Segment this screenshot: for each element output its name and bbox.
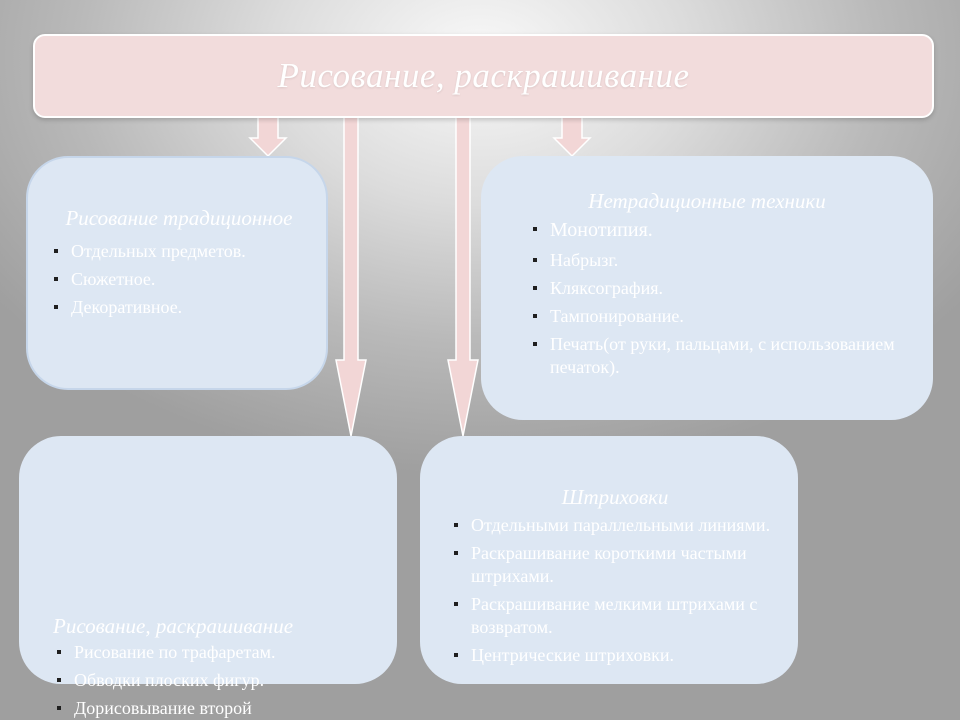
list-item: Печать(от руки, пальцами, с использованием печаток). (531, 333, 903, 379)
page-title: Рисование, раскрашивание (277, 56, 690, 95)
box-shading (420, 436, 798, 684)
arrow-to-traditional (250, 115, 286, 156)
box-heading: Нетрадиционные техники (588, 189, 826, 213)
box-heading: Рисование, раскрашивание (53, 614, 294, 638)
list-item: Сюжетное. (52, 268, 306, 291)
list-item: Набрызг. (531, 249, 903, 272)
list-item: Отдельными параллельными линиями. (452, 514, 778, 537)
list-item: Раскрашивание мелкими штрихами с возвратом. (452, 593, 778, 639)
box-nontraditional-techniques (481, 156, 933, 420)
box-drawing-coloring (19, 436, 397, 719)
item-list (531, 218, 903, 379)
title-bar (33, 34, 934, 118)
list-item: Отдельных предметов. (52, 240, 306, 263)
item-list (452, 514, 778, 667)
box-heading: Штриховки (561, 485, 669, 509)
list-item: Тампонирование. (531, 305, 903, 328)
item-list (52, 240, 306, 319)
list-item: Обводки плоских фигур. (55, 669, 377, 692)
list-item: Центрические штриховки. (452, 644, 778, 667)
arrow-to-coloring (336, 116, 366, 436)
box-heading: Рисование традиционное (65, 206, 293, 230)
item-list (55, 641, 377, 720)
list-item: Дорисовывание второй (55, 697, 377, 720)
list-item: Рисование по трафаретам. (55, 641, 377, 664)
list-item: Раскрашивание короткими частыми штрихами. (452, 542, 778, 588)
list-item: Монотипия. (531, 218, 903, 244)
box-traditional-drawing (26, 156, 328, 390)
arrow-to-shading (448, 116, 478, 436)
list-item: Кляксография. (531, 277, 903, 300)
list-item: Декоративное. (52, 296, 306, 319)
arrow-to-nontraditional (554, 115, 590, 156)
